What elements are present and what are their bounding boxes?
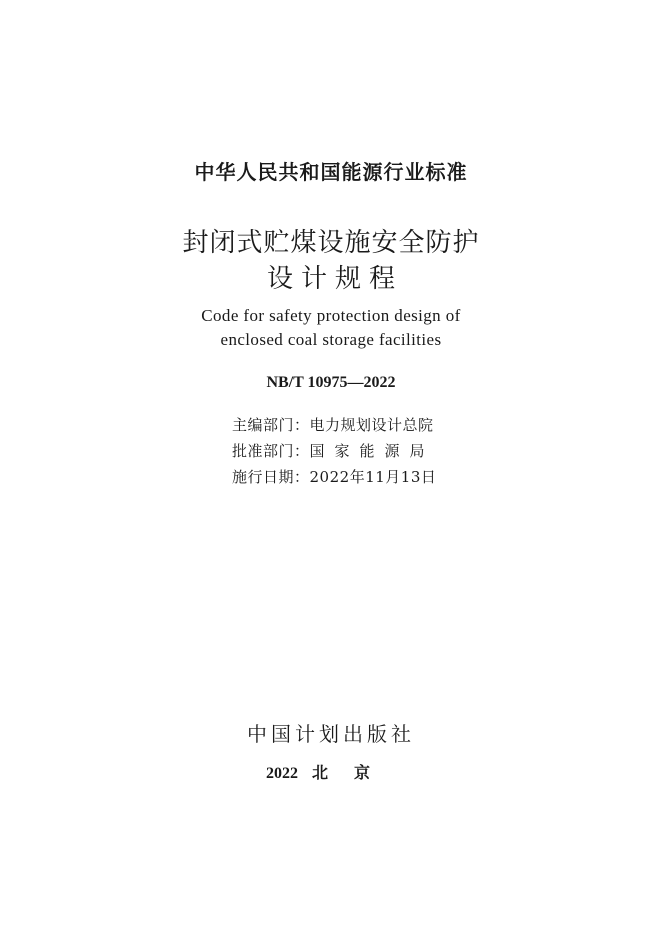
title-english-line-2: enclosed coal storage facilities (220, 330, 442, 349)
effective-date-label: 施行日期： (232, 468, 310, 486)
editor-row (232, 414, 434, 435)
title-english-line-1: Code for safety protection design of (201, 306, 461, 325)
title-chinese-line-1: 封闭式贮煤设施安全防护 (182, 228, 480, 258)
editor-value: 电力规划设计总院 (309, 416, 434, 434)
imprint-year: 2022 (265, 765, 298, 782)
editor-label: 主编部门： (232, 416, 310, 434)
effective-date-value: 2022年11月13日 (309, 468, 437, 486)
title-chinese-line-2: 设计规程 (266, 264, 403, 294)
standard-code: NB/T 10975—2022 (266, 374, 396, 391)
effective-date-row (232, 466, 436, 487)
issuing-organization: 中华人民共和国能源行业标准 (194, 160, 468, 184)
publisher-name: 中国计划出版社 (247, 722, 415, 746)
imprint (0, 760, 662, 783)
approver-label: 批准部门： (232, 442, 310, 460)
approver-row (232, 440, 435, 461)
approver-value: 国家能源局 (309, 442, 435, 460)
imprint-city: 北京 (311, 765, 396, 782)
